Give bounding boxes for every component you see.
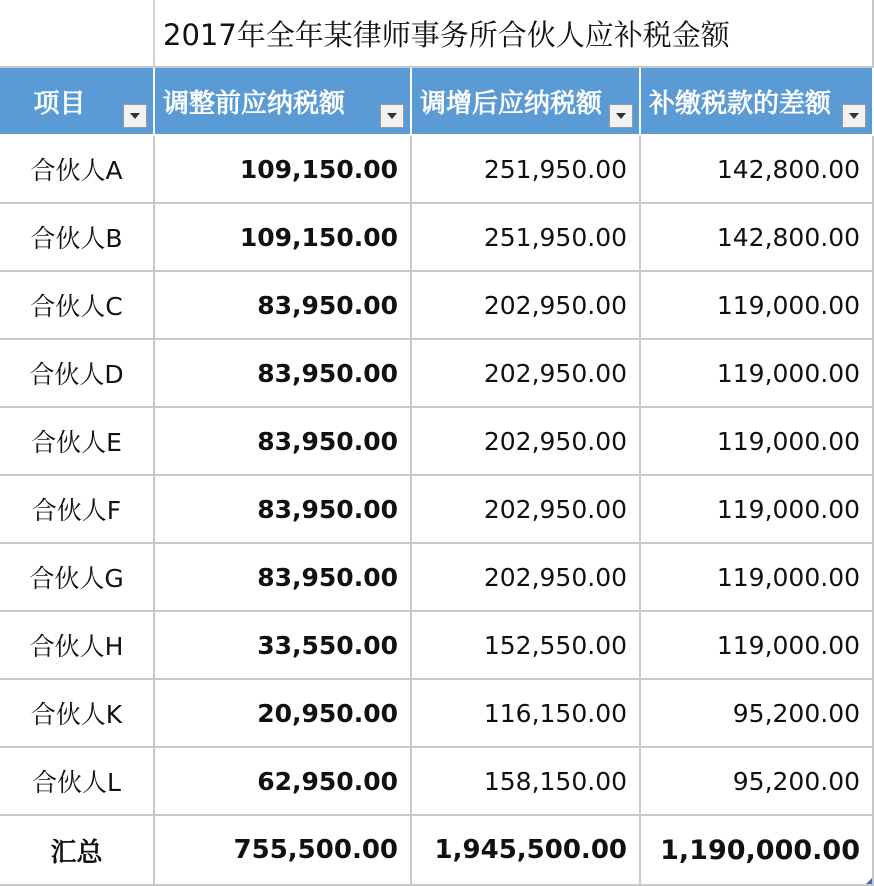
row-tax-diff-cell[interactable]: 119,000.00	[641, 544, 874, 612]
row-tax-before-cell[interactable]: 33,550.00	[155, 612, 412, 680]
total-tax-before-cell[interactable]: 755,500.00	[155, 816, 412, 886]
row-tax-diff-cell[interactable]: 142,800.00	[641, 204, 874, 272]
header-tax-diff[interactable]	[641, 68, 874, 136]
row-tax-after-cell[interactable]: 158,150.00	[412, 748, 641, 816]
row-name-cell[interactable]: 合伙人K	[0, 680, 155, 748]
row-name-cell[interactable]: 合伙人G	[0, 544, 155, 612]
total-tax-after-cell[interactable]: 1,945,500.00	[412, 816, 641, 886]
header-tax-before[interactable]	[155, 68, 412, 136]
dropdown-arrow-icon	[615, 112, 627, 120]
row-name-cell[interactable]: 合伙人C	[0, 272, 155, 340]
filter-dropdown-button[interactable]	[380, 104, 404, 128]
row-tax-before-cell[interactable]: 109,150.00	[155, 136, 412, 204]
row-tax-before-cell[interactable]: 109,150.00	[155, 204, 412, 272]
row-tax-before-cell[interactable]: 83,950.00	[155, 476, 412, 544]
row-tax-after-cell[interactable]: 152,550.00	[412, 612, 641, 680]
row-tax-after-cell[interactable]: 202,950.00	[412, 340, 641, 408]
row-tax-after-cell[interactable]: 202,950.00	[412, 544, 641, 612]
filter-dropdown-button[interactable]	[609, 104, 633, 128]
row-tax-after-cell[interactable]: 202,950.00	[412, 272, 641, 340]
table-resize-handle[interactable]	[866, 878, 872, 884]
row-name-cell[interactable]: 合伙人E	[0, 408, 155, 476]
header-tax-after[interactable]	[412, 68, 641, 136]
header-tax-after-label: 调增后应纳税额	[420, 88, 603, 119]
row-tax-before-cell[interactable]: 20,950.00	[155, 680, 412, 748]
row-tax-diff-cell[interactable]: 119,000.00	[641, 272, 874, 340]
row-tax-after-cell[interactable]: 251,950.00	[412, 136, 641, 204]
row-tax-diff-cell[interactable]: 142,800.00	[641, 136, 874, 204]
header-tax-before-label: 调整前应纳税额	[163, 88, 346, 119]
dropdown-arrow-icon	[848, 112, 860, 120]
dropdown-arrow-icon	[386, 112, 398, 120]
row-tax-diff-cell[interactable]: 95,200.00	[641, 748, 874, 816]
total-tax-diff-cell[interactable]	[641, 816, 874, 886]
row-tax-diff-cell[interactable]: 119,000.00	[641, 476, 874, 544]
filter-dropdown-button[interactable]	[123, 104, 147, 128]
total-label-cell[interactable]: 汇总	[0, 816, 155, 886]
header-item-label: 项目	[33, 88, 86, 119]
row-name-cell[interactable]: 合伙人H	[0, 612, 155, 680]
total-tax-diff-value: 1,190,000.00	[660, 834, 860, 866]
row-tax-after-cell[interactable]: 202,950.00	[412, 408, 641, 476]
row-tax-after-cell[interactable]: 202,950.00	[412, 476, 641, 544]
row-name-cell[interactable]: 合伙人L	[0, 748, 155, 816]
dropdown-arrow-icon	[129, 112, 141, 120]
title-row-blank-cell[interactable]	[0, 0, 155, 68]
row-name-cell[interactable]: 合伙人F	[0, 476, 155, 544]
sheet-title[interactable]: 2017年全年某律师事务所合伙人应补税金额	[155, 0, 874, 68]
row-name-cell[interactable]: 合伙人A	[0, 136, 155, 204]
row-tax-diff-cell[interactable]: 119,000.00	[641, 612, 874, 680]
row-name-cell[interactable]: 合伙人B	[0, 204, 155, 272]
row-tax-after-cell[interactable]: 116,150.00	[412, 680, 641, 748]
filter-dropdown-button[interactable]	[842, 104, 866, 128]
row-tax-after-cell[interactable]: 251,950.00	[412, 204, 641, 272]
row-tax-diff-cell[interactable]: 119,000.00	[641, 408, 874, 476]
header-item[interactable]	[0, 68, 155, 136]
row-tax-before-cell[interactable]: 62,950.00	[155, 748, 412, 816]
row-tax-diff-cell[interactable]: 119,000.00	[641, 340, 874, 408]
row-tax-before-cell[interactable]: 83,950.00	[155, 340, 412, 408]
row-tax-diff-cell[interactable]: 95,200.00	[641, 680, 874, 748]
row-tax-before-cell[interactable]: 83,950.00	[155, 408, 412, 476]
header-tax-diff-label: 补缴税款的差额	[649, 88, 832, 119]
row-tax-before-cell[interactable]: 83,950.00	[155, 272, 412, 340]
row-tax-before-cell[interactable]: 83,950.00	[155, 544, 412, 612]
row-name-cell[interactable]: 合伙人D	[0, 340, 155, 408]
